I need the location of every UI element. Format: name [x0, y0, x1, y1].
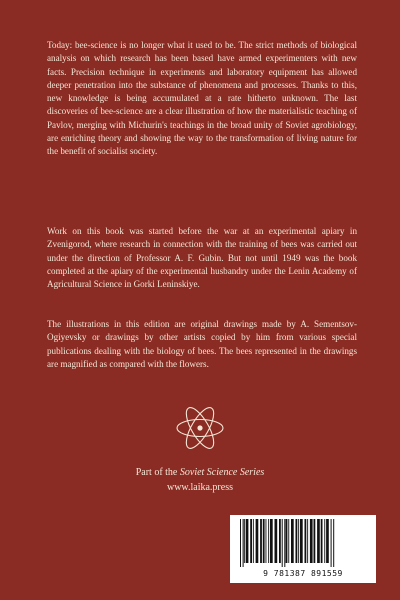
paragraph-history: Work on this book was started before the war at an experimental apiary in Zvenigorod, where research in connection with the training of bees was carried out under the direction of Professor A. F. Gubin. But not until 1949 was the book completed at the apiary of the experimental husbandry under the Lenin Academy of Agricultural Science in Gorki Leninskiye.	[47, 226, 357, 290]
publisher-website: www.laika.press	[166, 482, 233, 493]
series-prefix: Part of the	[135, 467, 180, 478]
paragraph-intro: Today: bee-science is no longer what it used to be. The strict methods of biological analysis on which research has been based have armed experimenters with new facts. Precision technique in experiments and laboratory equipment has allowed deeper penetration into the substance of phenomena and processes. Thanks to this, new knowledge is being accumulated at a rate hitherto unknown. The last discoveries of bee-science are a clear illustration of how the materialistic teaching of Pavlov, merging with Michurin's teachings in the broad unity of Soviet agrobiology, are enriching theory and showing the way to the transformation of living nature for the benefit of socialist society.	[47, 40, 357, 157]
series-line	[0, 467, 400, 478]
barcode-bars	[238, 519, 368, 567]
isbn-barcode	[230, 515, 376, 583]
series-name: Soviet Science Series	[179, 467, 265, 478]
paragraph-illustrations: The illustrations in this edition are original drawings made by A. Sementsov-Ogiyevsky or drawings by other artists copied by him from various special publications dealing with the biology of bees. The bees represented in the drawings are magnified as compared with the flowers.	[47, 319, 357, 369]
atom-icon	[174, 402, 226, 454]
barcode-digits: 9 781387 891559	[263, 569, 343, 578]
